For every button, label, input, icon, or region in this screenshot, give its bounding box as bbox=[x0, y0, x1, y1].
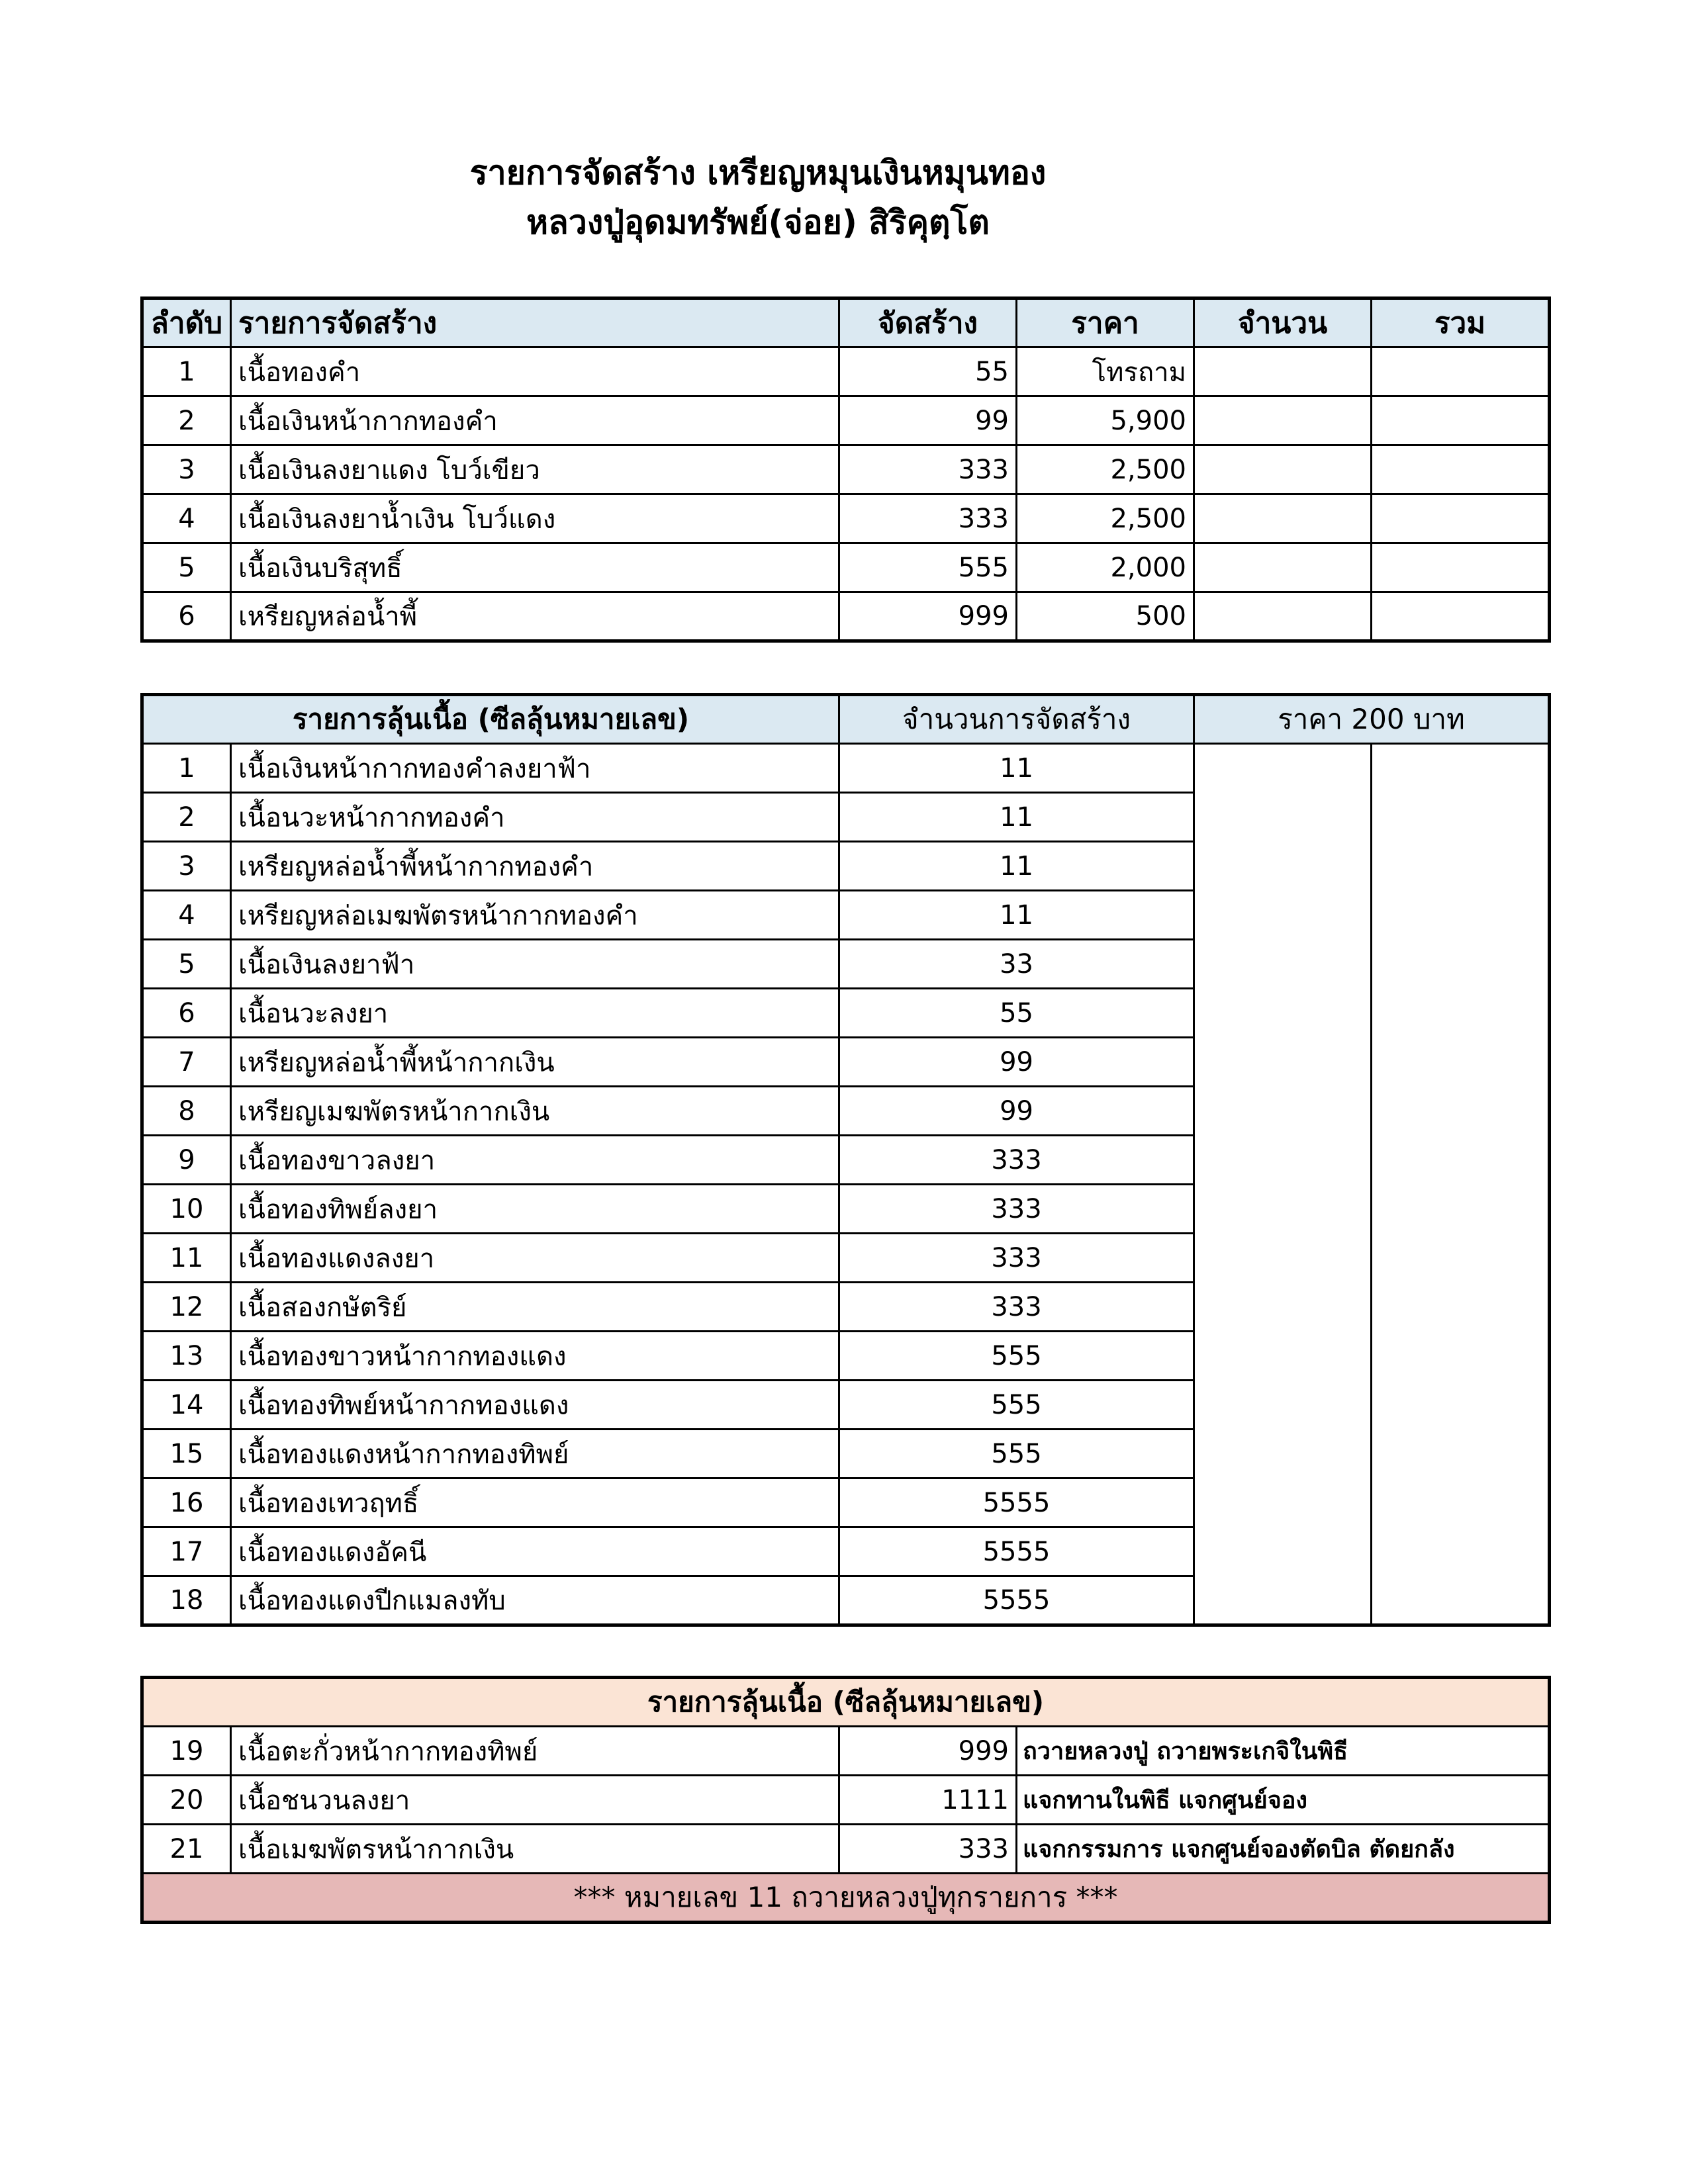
production-qty: 5555 bbox=[839, 1479, 1194, 1527]
production-qty: 333 bbox=[839, 494, 1017, 543]
production-qty: 11 bbox=[839, 744, 1194, 793]
total-cell bbox=[1372, 543, 1550, 592]
production-qty: 555 bbox=[839, 1332, 1194, 1381]
row-number: 16 bbox=[142, 1479, 231, 1527]
row-number: 2 bbox=[142, 793, 231, 842]
row-number: 10 bbox=[142, 1185, 231, 1234]
main-items-table bbox=[140, 296, 1551, 643]
production-qty: 11 bbox=[839, 842, 1194, 891]
row-number: 3 bbox=[142, 445, 231, 494]
table-row bbox=[142, 1776, 1550, 1825]
table-row bbox=[142, 494, 1550, 543]
row-number: 5 bbox=[142, 940, 231, 989]
col-header-lucky-item: รายการลุ้นเนื้อ (ซีลลุ้นหมายเลข) bbox=[142, 695, 839, 744]
item-name: เนื้อชนวนลงยา bbox=[231, 1776, 839, 1825]
production-qty: 555 bbox=[839, 543, 1017, 592]
table-row bbox=[142, 347, 1550, 396]
production-qty: 333 bbox=[839, 445, 1017, 494]
lucky-items-table bbox=[140, 693, 1551, 1627]
item-name: เนื้อทองแดงอัคนี bbox=[231, 1527, 839, 1576]
item-name: เนื้อทองแดงหน้ากากทองทิพย์ bbox=[231, 1430, 839, 1479]
table-header-row bbox=[142, 298, 1550, 347]
item-name: เนื้อทองแดงลงยา bbox=[231, 1234, 839, 1283]
item-name: เหรียญหล่อน้ำพี้หน้ากากทองคำ bbox=[231, 842, 839, 891]
price: 5,900 bbox=[1017, 396, 1194, 445]
production-qty: 999 bbox=[839, 1727, 1017, 1776]
production-qty: 333 bbox=[839, 1234, 1194, 1283]
distribution-note: แจกทานในพิธี แจกศูนย์จอง bbox=[1017, 1776, 1550, 1825]
col-header-production-qty: จำนวนการจัดสร้าง bbox=[839, 695, 1194, 744]
row-number: 9 bbox=[142, 1136, 231, 1185]
item-name: เนื้อทองคำ bbox=[231, 347, 839, 396]
production-qty: 99 bbox=[839, 1087, 1194, 1136]
item-name: เนื้อทองทิพย์ลงยา bbox=[231, 1185, 839, 1234]
production-qty: 555 bbox=[839, 1430, 1194, 1479]
price: 2,500 bbox=[1017, 445, 1194, 494]
row-number: 5 bbox=[142, 543, 231, 592]
row-number: 14 bbox=[142, 1381, 231, 1430]
order-amount-cell bbox=[1194, 543, 1372, 592]
item-name: เนื้อเงินลงยาน้ำเงิน โบว์แดง bbox=[231, 494, 839, 543]
price: 2,500 bbox=[1017, 494, 1194, 543]
item-name: เนื้อเงินบริสุทธิ์ bbox=[231, 543, 839, 592]
amount-merged-cell bbox=[1194, 744, 1372, 1625]
item-name: เนื้อนวะหน้ากากทองคำ bbox=[231, 793, 839, 842]
row-number: 4 bbox=[142, 494, 231, 543]
item-name: เนื้อนวะลงยา bbox=[231, 989, 839, 1038]
row-number: 3 bbox=[142, 842, 231, 891]
row-number: 7 bbox=[142, 1038, 231, 1087]
item-name: เนื้อทองขาวลงยา bbox=[231, 1136, 839, 1185]
col-header-lucky-special: รายการลุ้นเนื้อ (ซีลลุ้นหมายเลข) bbox=[142, 1678, 1550, 1727]
production-qty: 99 bbox=[839, 396, 1017, 445]
col-header-price: ราคา bbox=[1017, 298, 1194, 347]
page-title-line1: รายการจัดสร้าง เหรียญหมุนเงินหมุนทอง bbox=[469, 154, 1047, 192]
row-number: 6 bbox=[142, 989, 231, 1038]
production-qty: 5555 bbox=[839, 1527, 1194, 1576]
table-header-row bbox=[142, 1678, 1550, 1727]
order-amount-cell bbox=[1194, 396, 1372, 445]
item-name: เนื้อทองแดงปีกแมลงทับ bbox=[231, 1576, 839, 1625]
table-row bbox=[142, 543, 1550, 592]
row-number: 19 bbox=[142, 1727, 231, 1776]
row-number: 8 bbox=[142, 1087, 231, 1136]
production-qty: 333 bbox=[839, 1136, 1194, 1185]
table-header-row bbox=[142, 695, 1550, 744]
row-number: 4 bbox=[142, 891, 231, 940]
col-header-qty: จัดสร้าง bbox=[839, 298, 1017, 347]
table-row bbox=[142, 396, 1550, 445]
special-items-table bbox=[140, 1676, 1551, 1924]
production-qty: 999 bbox=[839, 592, 1017, 641]
total-cell bbox=[1372, 592, 1550, 641]
row-number: 1 bbox=[142, 347, 231, 396]
table-row bbox=[142, 445, 1550, 494]
production-qty: 33 bbox=[839, 940, 1194, 989]
order-amount-cell bbox=[1194, 445, 1372, 494]
row-number: 20 bbox=[142, 1776, 231, 1825]
item-name: เนื้อทองเทวฤทธิ์ bbox=[231, 1479, 839, 1527]
item-name: เนื้อสองกษัตริย์ bbox=[231, 1283, 839, 1332]
col-header-price-200: ราคา 200 บาท bbox=[1194, 695, 1550, 744]
production-qty: 333 bbox=[839, 1825, 1017, 1874]
item-name: เหรียญหล่อเมฆพัตรหน้ากากทองคำ bbox=[231, 891, 839, 940]
row-number: 17 bbox=[142, 1527, 231, 1576]
row-number: 11 bbox=[142, 1234, 231, 1283]
order-amount-cell bbox=[1194, 347, 1372, 396]
item-name: เนื้อทองขาวหน้ากากทองแดง bbox=[231, 1332, 839, 1381]
item-name: เนื้อเมฆพัตรหน้ากากเงิน bbox=[231, 1825, 839, 1874]
table-row bbox=[142, 1825, 1550, 1874]
order-amount-cell bbox=[1194, 494, 1372, 543]
row-number: 18 bbox=[142, 1576, 231, 1625]
production-qty: 1111 bbox=[839, 1776, 1017, 1825]
production-qty: 99 bbox=[839, 1038, 1194, 1087]
row-number: 2 bbox=[142, 396, 231, 445]
item-name: เนื้อเงินลงยาฟ้า bbox=[231, 940, 839, 989]
production-qty: 555 bbox=[839, 1381, 1194, 1430]
col-header-no: ลำดับ bbox=[142, 298, 231, 347]
table-row bbox=[142, 1727, 1550, 1776]
row-number: 15 bbox=[142, 1430, 231, 1479]
page-title-line2: หลวงปู่อุดมทรัพย์(จ่อย) สิริคุตฺโต bbox=[526, 203, 990, 242]
total-cell bbox=[1372, 347, 1550, 396]
item-name: เนื้อเงินลงยาแดง โบว์เขียว bbox=[231, 445, 839, 494]
item-name: เนื้อตะกั่วหน้ากากทองทิพย์ bbox=[231, 1727, 839, 1776]
item-name: เนื้อเงินหน้ากากทองคำลงยาฟ้า bbox=[231, 744, 839, 793]
item-name: เหรียญหล่อน้ำพี้ bbox=[231, 592, 839, 641]
production-qty: 333 bbox=[839, 1185, 1194, 1234]
col-header-amount: จำนวน bbox=[1194, 298, 1372, 347]
production-qty: 11 bbox=[839, 891, 1194, 940]
production-qty: 11 bbox=[839, 793, 1194, 842]
production-qty: 55 bbox=[839, 989, 1194, 1038]
col-header-total: รวม bbox=[1372, 298, 1550, 347]
distribution-note: ถวายหลวงปู่ ถวายพระเกจิในพิธี bbox=[1017, 1727, 1550, 1776]
price: 500 bbox=[1017, 592, 1194, 641]
item-name: เหรียญหล่อน้ำพี้หน้ากากเงิน bbox=[231, 1038, 839, 1087]
row-number: 1 bbox=[142, 744, 231, 793]
row-number: 6 bbox=[142, 592, 231, 641]
production-qty: 55 bbox=[839, 347, 1017, 396]
total-merged-cell bbox=[1372, 744, 1550, 1625]
item-name: เหรียญเมฆพัตรหน้ากากเงิน bbox=[231, 1087, 839, 1136]
total-cell bbox=[1372, 494, 1550, 543]
price: 2,000 bbox=[1017, 543, 1194, 592]
row-number: 21 bbox=[142, 1825, 231, 1874]
production-qty: 333 bbox=[839, 1283, 1194, 1332]
table-row bbox=[142, 744, 1550, 793]
footer-note-row bbox=[142, 1874, 1550, 1923]
total-cell bbox=[1372, 396, 1550, 445]
footer-note: *** หมายเลข 11 ถวายหลวงปู่ทุกรายการ *** bbox=[142, 1874, 1550, 1923]
total-cell bbox=[1372, 445, 1550, 494]
item-name: เนื้อทองทิพย์หน้ากากทองแดง bbox=[231, 1381, 839, 1430]
production-qty: 5555 bbox=[839, 1576, 1194, 1625]
order-amount-cell bbox=[1194, 592, 1372, 641]
price: โทรถาม bbox=[1017, 347, 1194, 396]
table-row bbox=[142, 592, 1550, 641]
row-number: 12 bbox=[142, 1283, 231, 1332]
row-number: 13 bbox=[142, 1332, 231, 1381]
col-header-item: รายการจัดสร้าง bbox=[231, 298, 839, 347]
distribution-note: แจกกรรมการ แจกศูนย์จองตัดบิล ตัดยกลัง bbox=[1017, 1825, 1550, 1874]
item-name: เนื้อเงินหน้ากากทองคำ bbox=[231, 396, 839, 445]
